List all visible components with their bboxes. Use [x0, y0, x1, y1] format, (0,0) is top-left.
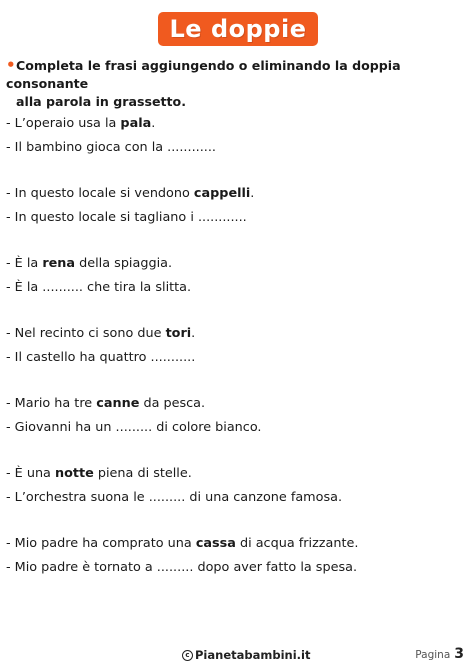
bold-word: canne [96, 396, 140, 411]
sentence-blank[interactable]: - Il bambino gioca con la ............ [6, 140, 216, 155]
sentence-blank[interactable]: - È la .......... che tira la slitta. [6, 280, 192, 295]
title-banner [158, 12, 318, 46]
sentence-example: - È una notte piena di stelle. [6, 466, 192, 481]
instructions [6, 56, 466, 111]
sentence-blank[interactable]: - Il castello ha quattro ........... [6, 350, 196, 365]
exercise-group [6, 532, 468, 580]
bold-word: cappelli [193, 186, 251, 201]
sentence-example: - Mario ha tre canne da pesca. [6, 396, 206, 411]
bold-word: notte [54, 466, 94, 481]
bold-word: tori [165, 326, 192, 341]
sentence-blank[interactable]: - In questo locale si tagliano i ............ [6, 210, 247, 225]
page-label: Pagina [415, 649, 451, 661]
bold-word: cassa [195, 536, 236, 551]
sentence-example: - In questo locale si vendono cappelli. [6, 186, 255, 201]
page-title: Le doppie [169, 15, 307, 43]
sentence-example: - L’operaio usa la pala. [6, 116, 156, 131]
sentence-example: - Mio padre ha comprato una cassa di acqua frizzante. [6, 536, 359, 551]
sentence-example: - È la rena della spiaggia. [6, 256, 173, 271]
bold-word: rena [42, 256, 76, 271]
sentence-blank[interactable]: - Mio padre è tornato a ......... dopo aver fatto la spesa. [6, 560, 358, 575]
sentence-example: - Nel recinto ci sono due tori. [6, 326, 196, 341]
page-number [415, 646, 464, 662]
sentence-blank[interactable]: - L’orchestra suona le ......... di una canzone famosa. [6, 490, 343, 505]
orange-bullet-icon: • [6, 56, 16, 74]
instructions-line-2: alla parola in grassetto. [16, 94, 186, 109]
exercise-list [6, 112, 468, 602]
site-name: Pianetabambini.it [195, 648, 311, 662]
page-number-value: 3 [454, 646, 464, 662]
exercise-group [6, 392, 468, 440]
exercise-group [6, 252, 468, 300]
bold-word: pala [120, 116, 152, 131]
sentence-blank[interactable]: - Giovanni ha un ......... di colore bianco. [6, 420, 262, 435]
site-logo[interactable] [182, 648, 310, 662]
instructions-line-1: Completa le frasi aggiungendo o eliminando la doppia consonante [6, 58, 401, 91]
exercise-group [6, 462, 468, 510]
exercise-group [6, 182, 468, 230]
copyright-icon: c [182, 650, 193, 661]
exercise-group [6, 112, 468, 160]
exercise-group [6, 322, 468, 370]
